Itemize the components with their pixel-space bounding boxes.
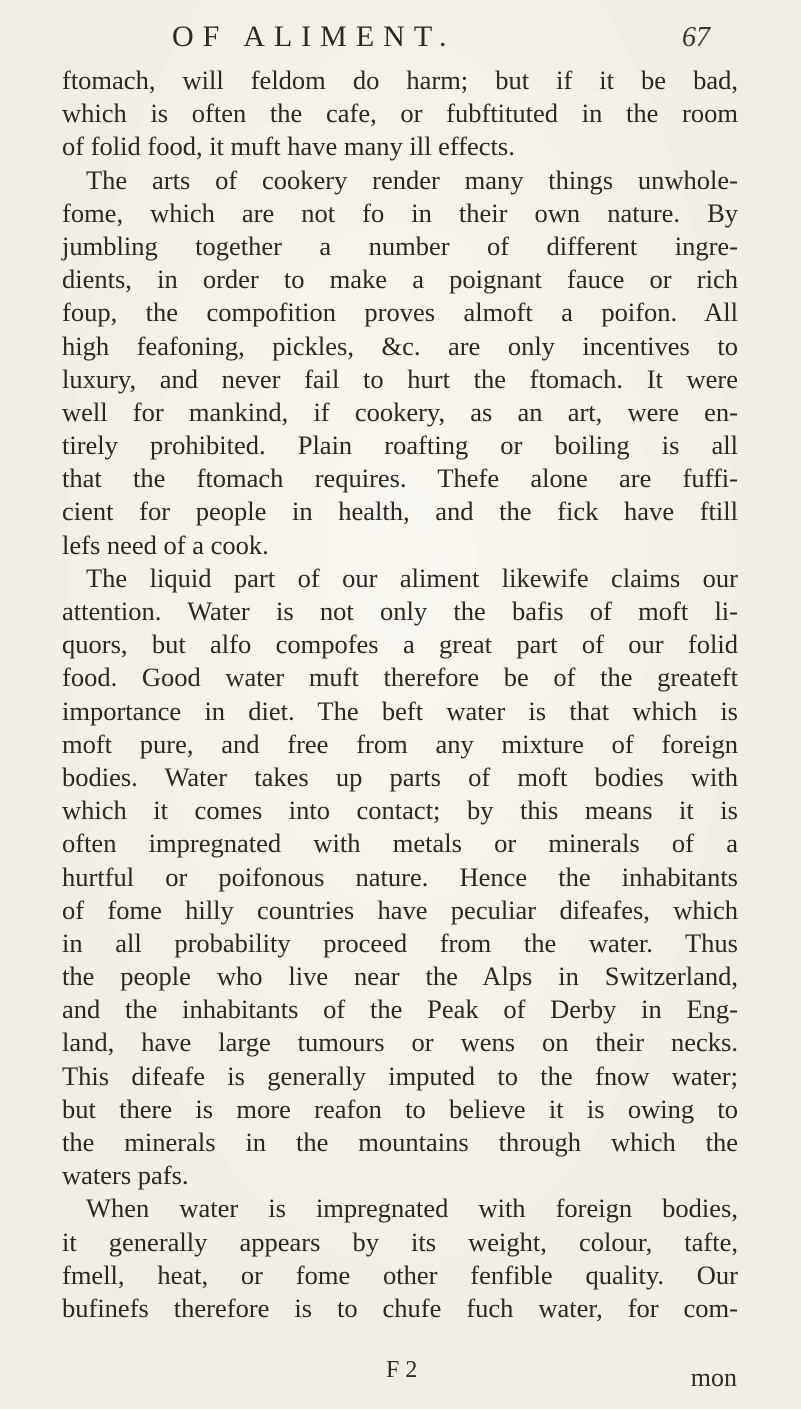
text-line: importance in diet. The beft water is that which is bbox=[62, 695, 738, 726]
text-line: The arts of cookery render many things unwhole- bbox=[86, 164, 738, 195]
page-number: 67 bbox=[682, 22, 710, 53]
text-line: lefs need of a cook. bbox=[62, 529, 269, 560]
text-line: which it comes into contact; by this means it is bbox=[62, 795, 738, 826]
text-line: but there is more reafon to believe it is owing to bbox=[62, 1093, 738, 1124]
signature-mark: F 2 bbox=[386, 1357, 418, 1383]
text-line: well for mankind, if cookery, as an art, were en- bbox=[62, 396, 738, 427]
text-line: moft pure, and free from any mixture of foreign bbox=[62, 728, 738, 759]
text-line: high feafoning, pickles, &c. are only incentives to bbox=[62, 330, 738, 361]
text-line: ftomach, will feldom do harm; but if it be bad, bbox=[62, 65, 738, 95]
running-title: OF ALIMENT. bbox=[172, 20, 456, 53]
text-line: food. Good water muft therefore be of the greateft bbox=[62, 662, 738, 693]
text-line: fome, which are not fo in their own nature. By bbox=[62, 197, 738, 228]
text-line: When water is impregnated with foreign bodies, bbox=[86, 1193, 738, 1224]
text-line: which is often the cafe, or fubftituted in the room bbox=[62, 98, 738, 129]
catchword: mon bbox=[690, 1363, 737, 1392]
text-line: waters pafs. bbox=[62, 1160, 189, 1191]
running-head bbox=[90, 20, 710, 60]
text-line: that the ftomach requires. Thefe alone are fuffi- bbox=[62, 463, 738, 494]
text-line: of folid food, it muft have many ill effects. bbox=[62, 131, 515, 162]
text-line: the minerals in the mountains through which the bbox=[62, 1127, 738, 1157]
text-line: jumbling together a number of different ingre- bbox=[62, 230, 738, 261]
text-line: bufinefs therefore is to chufe fuch water, for com- bbox=[62, 1292, 738, 1323]
text-line: bodies. Water takes up parts of moft bodies with bbox=[62, 761, 738, 792]
text-line: the people who live near the Alps in Switzerland, bbox=[62, 961, 738, 992]
text-line: hurtful or poifonous nature. Hence the inhabitants bbox=[62, 861, 738, 892]
text-line: land, have large tumours or wens on their necks. bbox=[62, 1027, 738, 1058]
text-line: often impregnated with metals or minerals of a bbox=[62, 828, 738, 859]
text-line: foup, the compofition proves almoft a poifon. All bbox=[62, 297, 738, 328]
text-line: cient for people in health, and the fick have ftill bbox=[62, 496, 738, 527]
text-line: fmell, heat, or fome other fenfible quality. Our bbox=[62, 1259, 738, 1290]
page-footer bbox=[0, 1357, 801, 1393]
text-line: it generally appears by its weight, colour, tafte, bbox=[62, 1226, 738, 1257]
text-line: The liquid part of our aliment likewife claims our bbox=[86, 562, 738, 593]
text-line: dients, in order to make a poignant fauce or rich bbox=[62, 264, 738, 295]
text-line: of fome hilly countries have peculiar difeafes, which bbox=[62, 894, 738, 925]
text-line: This difeafe is generally imputed to the fnow water; bbox=[62, 1060, 738, 1091]
text-line: in all probability proceed from the water. Thus bbox=[62, 927, 738, 958]
body-text bbox=[62, 64, 738, 1325]
text-line: tirely prohibited. Plain roafting or boiling is all bbox=[62, 430, 738, 461]
text-line: attention. Water is not only the bafis of moft li- bbox=[62, 596, 738, 626]
text-line: and the inhabitants of the Peak of Derby in Eng- bbox=[62, 994, 738, 1025]
text-line: quors, but alfo compofes a great part of our folid bbox=[62, 629, 738, 660]
text-line: luxury, and never fail to hurt the ftomach. It were bbox=[62, 363, 738, 394]
